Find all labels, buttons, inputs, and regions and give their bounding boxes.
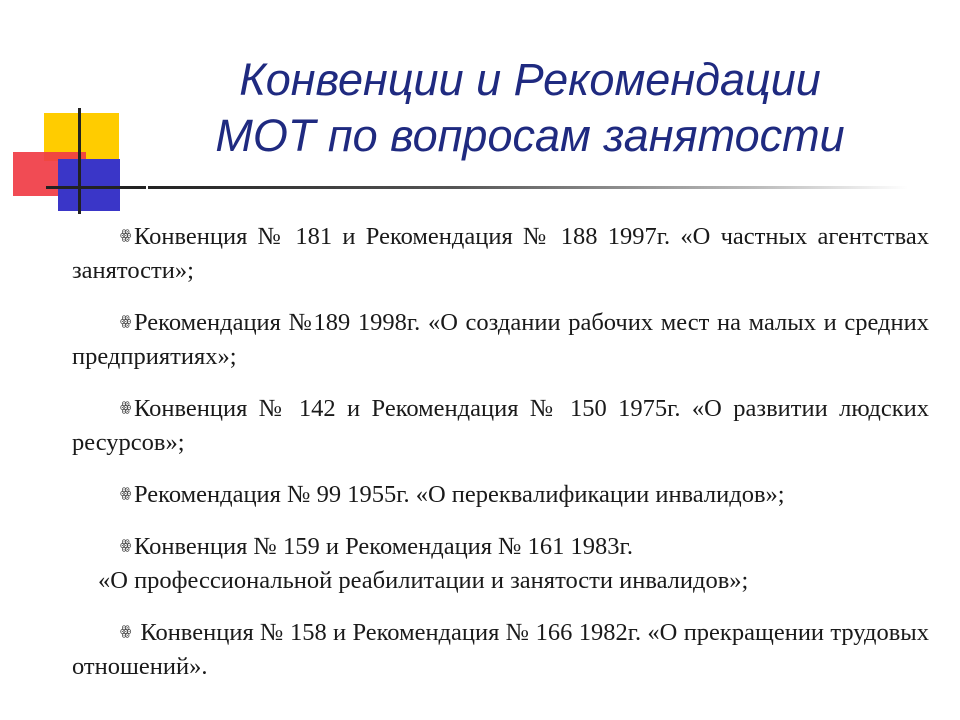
blue-square-shape <box>58 159 120 211</box>
list-item <box>72 528 929 598</box>
list-item-text: Рекомендация № 99 1955г. «О переквалификации инвалидов»; <box>134 481 785 508</box>
list-item-text: Рекомендация №189 1998г. «О создании рабочих мест на малых и средних предприятиях»; <box>72 309 929 370</box>
bullet-icon: ꙮ <box>120 399 132 414</box>
horizontal-line-shape <box>46 186 146 189</box>
bullet-icon: ꙮ <box>120 485 132 500</box>
list-item <box>72 390 929 460</box>
list-item-text: Конвенция № 159 и Рекомендация № 161 1983г. <box>134 533 633 560</box>
list-item <box>72 304 929 374</box>
list-item-text: Конвенция № 142 и Рекомендация № 150 1975г. «О развитии людских ресурсов»; <box>72 395 929 456</box>
list-item <box>72 614 929 684</box>
bullet-icon: ꙮ <box>120 537 132 552</box>
vertical-line-shape <box>78 108 81 214</box>
bullet-icon: ꙮ <box>120 313 132 328</box>
title-line-2: МОТ по вопросам занятости <box>215 110 845 161</box>
slide-title <box>160 52 900 164</box>
list-item-text: Конвенция № 158 и Рекомендация № 166 1982г. «О прекращении трудовых отношений». <box>72 619 929 680</box>
title-underline-rule <box>148 186 908 189</box>
list-item <box>72 476 929 512</box>
title-line-1: Конвенции и Рекомендации <box>239 54 821 105</box>
decorative-logo <box>0 0 160 230</box>
list-item-text: Конвенция № 181 и Рекомендация № 188 1997г. «О частных агентствах занятости»; <box>72 223 929 284</box>
bullet-icon: ꙮ <box>120 623 132 638</box>
bullet-list <box>72 218 929 700</box>
bullet-icon: ꙮ <box>120 227 132 242</box>
list-item <box>72 218 929 288</box>
list-item-continuation: «О профессиональной реабилитации и занятости инвалидов»; <box>98 567 749 594</box>
